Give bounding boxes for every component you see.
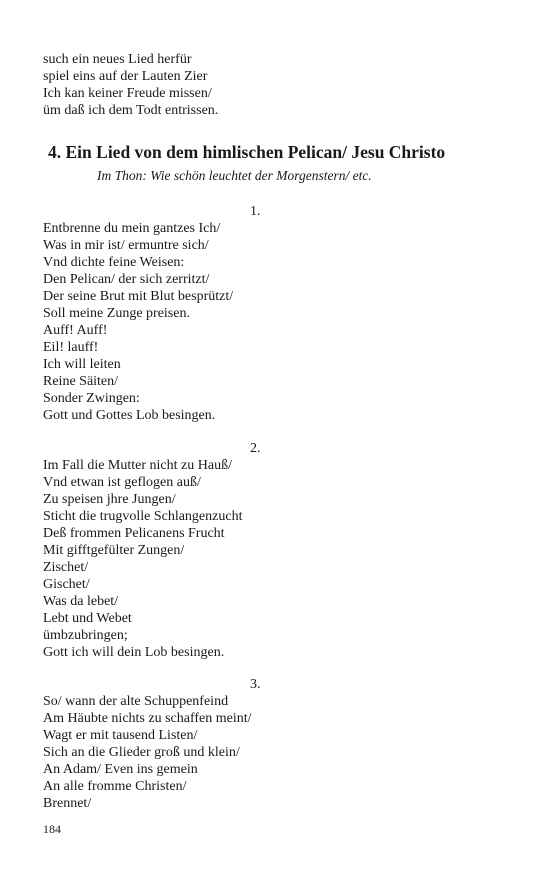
intro-line: such ein neues Lied herfür [43,52,192,67]
verse-line: Entbrenne du mein gantzes Ich/ [43,221,221,236]
song-tune: Im Thon: Wie schön leuchtet der Morgenstern/ etc. [97,168,372,183]
verse-line: Vnd etwan ist geflogen auß/ [43,475,201,490]
intro-line: spiel eins auf der Lauten Zier [43,69,208,84]
intro-line: Ich kan keiner Freude missen/ [43,86,212,101]
verse-line: So/ wann der alte Schuppenfeind [43,694,229,709]
verse-line: Sich an die Glieder groß und klein/ [43,745,240,760]
verse-line: Zischet/ [43,560,89,575]
intro-line: üm daß ich dem Todt entrissen. [43,103,219,118]
verse-line: An Adam/ Even ins gemein [43,762,198,777]
verse-line: Sticht die trugvolle Schlangenzucht [43,509,243,524]
verse-line: Soll meine Zunge preisen. [43,306,190,321]
verse-line: Brennet/ [43,796,92,811]
verse-line: Der seine Brut mit Blut besprützt/ [43,289,234,304]
verse-line: Gott ich will dein Lob besingen. [43,645,225,660]
verse-line: Reine Säiten/ [43,374,119,389]
stanza-number: 2. [250,441,261,456]
verse-line: Eil! lauff! [43,340,99,355]
verse-line: Was in mir ist/ ermuntre sich/ [43,238,209,253]
verse-line: Gott und Gottes Lob besingen. [43,408,216,423]
song-title: 4. Ein Lied von dem himlischen Pelican/ Jesu Christo [48,142,446,162]
verse-line: Sonder Zwingen: [43,391,140,406]
verse-line: Im Fall die Mutter nicht zu Hauß/ [43,458,232,473]
verse-line: Am Häubte nichts zu schaffen meint/ [43,711,252,726]
verse-line: Mit gifftgefülter Zungen/ [43,543,185,558]
stanza-number: 3. [250,677,261,692]
verse-line: Was da lebet/ [43,594,119,609]
verse-line: Lebt und Webet [43,611,132,626]
verse-line: An alle fromme Christen/ [43,779,187,794]
verse-line: Wagt er mit tausend Listen/ [43,728,198,743]
verse-line: Auff! Auff! [43,323,108,338]
verse-line: Zu speisen jhre Jungen/ [43,492,176,507]
stanza-number: 1. [250,204,261,219]
verse-line: Gischet/ [43,577,90,592]
verse-line: Vnd dichte feine Weisen: [43,255,185,270]
verse-line: ümbzubringen; [43,628,128,643]
verse-line: Ich will leiten [43,357,121,372]
page-number: 184 [43,822,61,836]
verse-line: Den Pelican/ der sich zerritzt/ [43,272,210,287]
verse-line: Deß frommen Pelicanens Frucht [43,526,225,541]
